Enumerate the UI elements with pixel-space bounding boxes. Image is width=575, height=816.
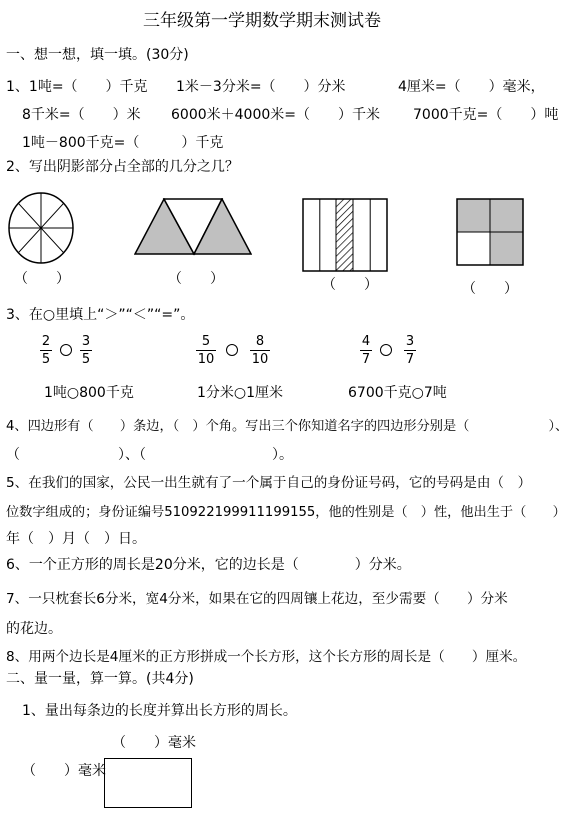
q2-answer-1[interactable]: （ ） xyxy=(14,271,70,287)
q1-part-b: 1米－3分米=（ ）分米 xyxy=(176,79,346,95)
q2-answer-4[interactable]: （ ） xyxy=(462,281,518,297)
striped-rectangle-figure xyxy=(302,198,388,272)
rect-top-length-label[interactable]: （ ）毫米 xyxy=(112,735,196,751)
q5-line-3: 年（ ）月（ ）日。 xyxy=(6,531,146,547)
q3-compare-2: 1分米○1厘米 xyxy=(197,385,284,401)
q8-text: 8、用两个边长是4厘米的正方形拼成一个长方形，这个长方形的周长是（ ）厘米。 xyxy=(6,649,527,665)
q2-answer-2[interactable]: （ ） xyxy=(168,271,224,287)
compare-circle-1[interactable] xyxy=(60,344,72,356)
triangle-trapezoid-figure xyxy=(134,198,252,256)
fraction-3-left xyxy=(360,334,372,367)
q5-line-1: 5、在我们的国家，公民一出生就有了一个属于自己的身份证号码，它的号码是由（ ） xyxy=(6,475,532,491)
q1-part-e: 6000米＋4000米=（ ）千米 xyxy=(171,107,380,123)
fraction-1-left xyxy=(40,334,52,367)
numerator: 3 xyxy=(81,334,91,349)
page-title: 三年级第一学期数学期末测试卷 xyxy=(143,11,381,31)
q3-compare-1: 1吨○800千克 xyxy=(44,385,134,401)
fraction-3-right xyxy=(404,334,416,367)
numerator: 2 xyxy=(41,334,51,349)
q4-line-1: 4、四边形有（ ）条边，（ ）个角。写出三个你知道名字的四边形分别是（ ）、 xyxy=(6,419,569,434)
q1-part-g: 1吨－800千克=（ ）千克 xyxy=(22,135,224,151)
section2-q1-text: 1、量出每条边的长度并算出长方形的周长。 xyxy=(22,703,297,719)
divided-circle-figure xyxy=(6,190,76,266)
q2-answer-3[interactable]: （ ） xyxy=(322,277,378,293)
numerator: 4 xyxy=(361,334,371,349)
denominator: 5 xyxy=(41,352,51,367)
section2-header: 二、量一量，算一算。(共4分) xyxy=(6,671,194,687)
numerator: 3 xyxy=(405,334,415,349)
q5-line-2: 位数字组成的；身份证编号510922199911199155，他的性别是（ ）性，他出生于（ ） xyxy=(6,505,566,520)
q7-line-1: 7、一只枕套长6分米，宽4分米，如果在它的四周镶上花边，至少需要（ ）分米 xyxy=(6,591,508,607)
denominator: 5 xyxy=(81,352,91,367)
numerator: 8 xyxy=(255,334,265,349)
denominator: 7 xyxy=(405,352,415,367)
q4-line-2: （ ）、（ ）。 xyxy=(6,447,293,463)
denominator: 7 xyxy=(361,352,371,367)
measure-rectangle xyxy=(104,758,192,808)
q1-part-c: 4厘米=（ ）毫米， xyxy=(398,79,545,95)
rect-left-length-label[interactable]: （ ）毫米 xyxy=(22,763,106,779)
compare-circle-3[interactable] xyxy=(380,344,392,356)
compare-circle-2[interactable] xyxy=(226,344,238,356)
quartered-square-figure xyxy=(456,198,524,266)
denominator: 10 xyxy=(197,352,215,367)
section1-header: 一、想一想，填一填。(30分) xyxy=(6,47,189,63)
q7-line-2: 的花边。 xyxy=(6,621,62,637)
fraction-2-right xyxy=(250,334,270,367)
q6-text: 6、一个正方形的周长是20分米，它的边长是（ ）分米。 xyxy=(6,557,411,573)
fraction-2-left xyxy=(196,334,216,367)
q2-text: 2、写出阴影部分占全部的几分之几？ xyxy=(6,159,239,175)
q1-part-d: 8千米=（ ）米 xyxy=(22,107,141,123)
q1-part-a: 1、1吨=（ ）千克 xyxy=(6,79,148,95)
numerator: 5 xyxy=(201,334,211,349)
denominator: 10 xyxy=(251,352,269,367)
q3-compare-3: 6700千克○7吨 xyxy=(348,385,447,401)
fraction-1-right xyxy=(80,334,92,367)
q3-text: 3、在○里填上“＞”“＜”“=”。 xyxy=(6,307,195,323)
q1-part-f: 7000千克=（ ）吨 xyxy=(413,107,559,123)
